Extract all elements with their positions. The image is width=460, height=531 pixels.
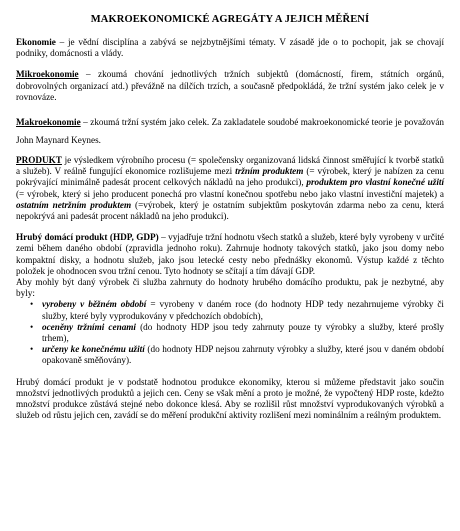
paragraph-ekonomie <box>16 37 444 59</box>
term-mikroekonomie: Mikroekonomie <box>16 69 79 80</box>
makroekonomie-text: – zkoumá tržní systém jako celek. Za zakladatele soudobé makroekonomické teorie je považován John Maynard Keynes. <box>16 117 444 146</box>
page-title: MAKROEKONOMICKÉ AGREGÁTY A JEJICH MĚŘENÍ <box>90 14 370 25</box>
paragraph-closing: Hrubý domácí produkt je v podstatě hodnotou produkce ekonomiky, kterou si můžeme představit jako součin množství jednotlivých produktů a jejich cen. Ceny se však mění a proto je možné, že vypočtený HDP roste, kdežto množství produkce zůstává stejné nebo dokonce klesá. Aby se rozlišil růst množství vyprodukovaných výrobků a služeb od růstu jejich cen, zavádí se do měření produkční aktivity rozlišení mezi nominálním a reálným produktem. <box>16 376 444 421</box>
list-item: • vyrobeny v běžném období = vyrobeny v daném roce (do hodnoty HDP tedy nezahrnujeme výrobky či služby, které byly vyprodukovány v předchozích obdobích), <box>42 299 444 321</box>
ekonomie-text: – je vědní disciplína a zabývá se nejzbytnějšími tématy. V zásadě jde o to pochopit, jak se chovají podniky, domácnosti a vlády. <box>16 37 444 59</box>
term-ostatni-netrzni-produkt: ostatním netržním produktem <box>16 199 132 210</box>
paragraph-produkt: PRODUKT je výsledkem výrobního procesu (= společensky organizovaná lidská činnost směřující k tvorbě statků a služeb). V reálně fungující ekonomice rozlišujeme mezi tržním produktem (= výrobek, který je nabízen za cenu pokrývající minimálně padesát procent celkových nákladů na jeho produkci), produktem pro vlastní konečné užití (= výrobek, který si jeho producent ponechá pro vlastní konečnou spotřebu nebo jako vlastní investiční majetek) a ostatním netržním produktem (=výrobek, který je ostatním subjektům poskytován zdarma nebo za cenu, která nepokrývá ani padesát procent nákladů na jeho produkci). <box>16 155 445 222</box>
paragraph-hdp: Hrubý domácí produkt (HDP, GDP) – vyjadřuje tržní hodnotu všech statků a služeb, které byly vyrobeny v určité zemi během daného období (zpravidla jednoho roku). Zahrnuje hodnoty takových statků, jako jsou domy nebo kompaktní disky, a hodnotu služeb, jako jsou letecké cesty nebo přednášky ekonomů. Výstup každé z těchto položek je ohodnocen svou tržní cenou. Tyto hodnoty se sčítají a tím dávají GDP. <box>16 232 444 276</box>
list-item: • oceněny tržními cenami (do hodnoty HDP jsou tedy zahrnuty pouze ty výrobky a služby, které prošly trhem), <box>42 322 444 344</box>
term-hdp: Hrubý domácí produkt (HDP, GDP) <box>16 232 159 243</box>
paragraph-mikroekonomie <box>16 69 444 103</box>
hdp-conditions-list <box>16 299 444 366</box>
term-produkt-vlastni-uziti: produktem pro vlastní konečné užití <box>306 177 444 188</box>
term-produkt: PRODUKT <box>16 155 62 166</box>
paragraph-hdp-intro: Aby mohly být daný výrobek či služba zahrnuty do hodnoty hrubého domácího produktu, pak je nezbytné, aby byly: <box>16 277 444 299</box>
paragraph-makroekonomie <box>16 113 444 149</box>
term-makroekonomie: Makroekonomie <box>16 117 81 128</box>
list-item: • určeny ke konečnému užití (do hodnoty HDP nejsou zahrnuty výrobky a služby, které jsou v daném období opakovaně směňovány). <box>42 344 444 366</box>
term-ekonomie: Ekonomie <box>16 37 56 47</box>
mikroekonomie-text: – zkoumá chování jednotlivých tržních subjektů (domácností, firem, státních orgánů, dobrovolných organizací atd.) převážně na dílčích trzích, a současně předpokládá, že tržní systém jako celek je v rovnováze. <box>16 69 444 102</box>
term-trzni-produkt: tržním produktem <box>235 166 304 177</box>
